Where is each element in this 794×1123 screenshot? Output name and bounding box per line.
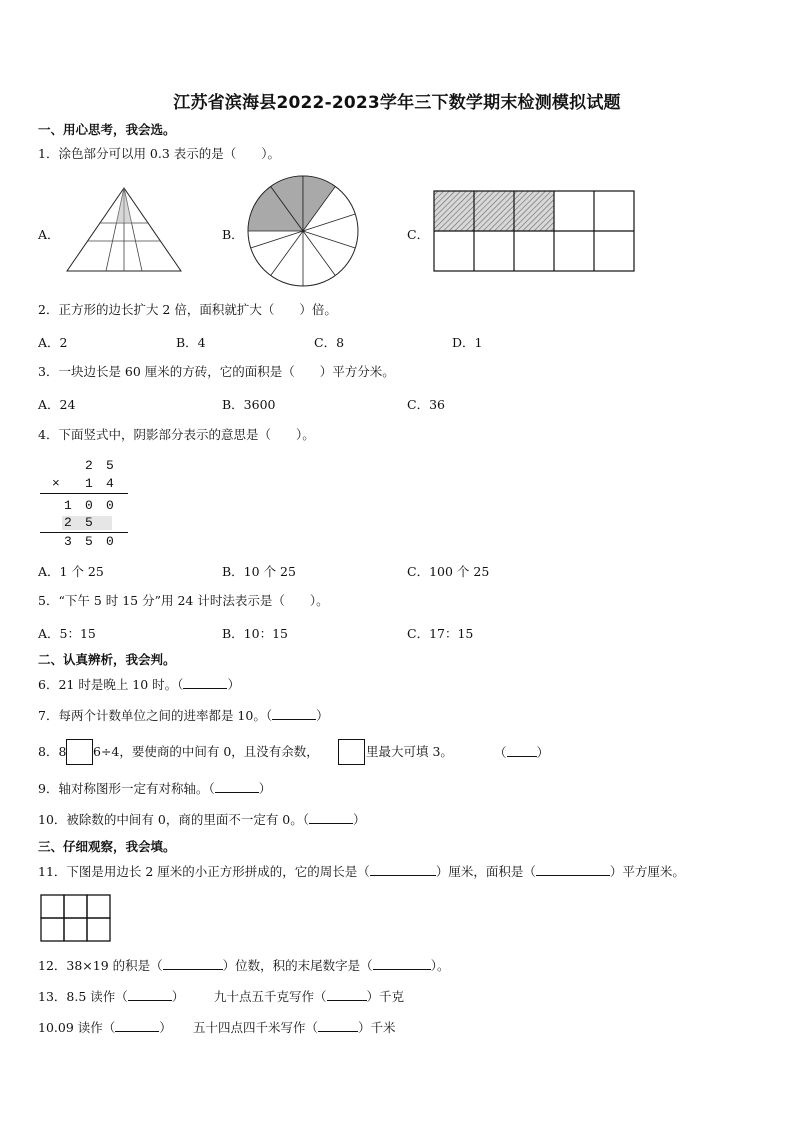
q9-answer-blank[interactable] — [215, 780, 259, 793]
section-3-heading: 三、仔细观察，我会填。 — [38, 839, 176, 854]
question-13-line2: 10.09 读作（ ） — [38, 1020, 172, 1035]
question-8-part3: 里最大可填 3。 — [366, 744, 453, 759]
q1-option-c-label[interactable]: C． — [407, 227, 430, 242]
q1-grid-figure — [433, 190, 635, 272]
q5-option-c[interactable]: C．17：15 — [407, 626, 474, 641]
q2-option-d[interactable]: D．1 — [452, 335, 483, 350]
q8-answer-blank[interactable] — [507, 744, 537, 757]
question-6: 6．21 时是晚上 10 时。（ ） — [38, 677, 240, 692]
q7-answer-blank[interactable] — [272, 707, 316, 720]
q11-squares-figure — [40, 894, 112, 944]
q4-option-b[interactable]: B．10 个 25 — [222, 564, 296, 579]
question-13-line1-b: 九十点五千克写作（ ）千克 — [214, 989, 405, 1004]
question-2: 2．正方形的边长扩大 2 倍，面积就扩大（ ）倍。 — [38, 302, 337, 317]
question-10: 10．被除数的中间有 0，商的里面不一定有 0。（ ） — [38, 812, 366, 827]
q8-digit-box-2[interactable] — [338, 739, 365, 765]
q11-area-blank[interactable] — [536, 863, 610, 876]
page-title: 江苏省滨海县2022-2023学年三下数学期末检测模拟试题 — [173, 93, 621, 113]
section-1-heading: 一、用心思考，我会选。 — [38, 122, 176, 137]
question-8-answer: （ ） — [494, 745, 550, 760]
q13-read-1009-blank[interactable] — [115, 1019, 159, 1032]
q5-option-b[interactable]: B．10：15 — [222, 626, 288, 641]
question-3: 3．一块边长是 60 厘米的方砖，它的面积是（ ）平方分米。 — [38, 364, 395, 379]
q2-option-a[interactable]: A．2 — [38, 335, 68, 350]
question-8-part1: 8．8 — [38, 744, 67, 759]
question-11: 11．下图是用边长 2 厘米的小正方形拼成的，它的周长是（ ）厘米，面积是（ ）平方厘米。 — [38, 864, 685, 879]
q1-option-a-label[interactable]: A． — [38, 227, 60, 242]
section-2-heading: 二、认真辨析，我会判。 — [38, 652, 176, 667]
q11-perimeter-blank[interactable] — [370, 863, 436, 876]
question-8-part2: 6÷4，要使商的中间有 0，且没有余数， — [93, 744, 319, 759]
q3-option-c[interactable]: C．36 — [407, 397, 445, 412]
q4-option-c[interactable]: C．100 个 25 — [407, 564, 490, 579]
q10-answer-blank[interactable] — [309, 811, 353, 824]
q1-circle-figure — [246, 174, 360, 288]
q13-write-kg-blank[interactable] — [327, 988, 367, 1001]
q1-triangle-figure — [64, 186, 184, 274]
q4-option-a[interactable]: A．1 个 25 — [38, 564, 104, 579]
q1-option-b-label[interactable]: B． — [222, 227, 244, 242]
question-12: 12．38×19 的积是（ ）位数，积的末尾数字是（ ）。 — [38, 958, 450, 973]
q4-vertical-multiplication: 2 5 × 1 4 1 0 0 2 5 3 5 0 — [40, 456, 135, 551]
question-13-line2-b: 五十四点四千米写作（ ）千米 — [193, 1020, 396, 1035]
q3-option-b[interactable]: B．3600 — [222, 397, 276, 412]
q12-digits-blank[interactable] — [163, 957, 223, 970]
question-7: 7．每两个计数单位之间的进率都是 10。（ ） — [38, 708, 329, 723]
q5-option-a[interactable]: A．5：15 — [38, 626, 96, 641]
q2-option-c[interactable]: C．8 — [314, 335, 345, 350]
question-1: 1．涂色部分可以用 0.3 表示的是（ ）。 — [38, 146, 281, 161]
question-4: 4．下面竖式中，阴影部分表示的意思是（ ）。 — [38, 427, 315, 442]
q8-digit-box-1[interactable] — [66, 739, 93, 765]
q12-last-digit-blank[interactable] — [373, 957, 431, 970]
question-13-line1: 13．8.5 读作（ ） — [38, 989, 185, 1004]
question-9: 9．轴对称图形一定有对称轴。（ ） — [38, 781, 272, 796]
q13-write-km-blank[interactable] — [318, 1019, 358, 1032]
q13-read-85-blank[interactable] — [128, 988, 172, 1001]
q6-answer-blank[interactable] — [183, 676, 227, 689]
q2-option-b[interactable]: B．4 — [176, 335, 206, 350]
q3-option-a[interactable]: A．24 — [38, 397, 76, 412]
question-5: 5．“下午 5 时 15 分”用 24 计时法表示是（ ）。 — [38, 593, 329, 608]
